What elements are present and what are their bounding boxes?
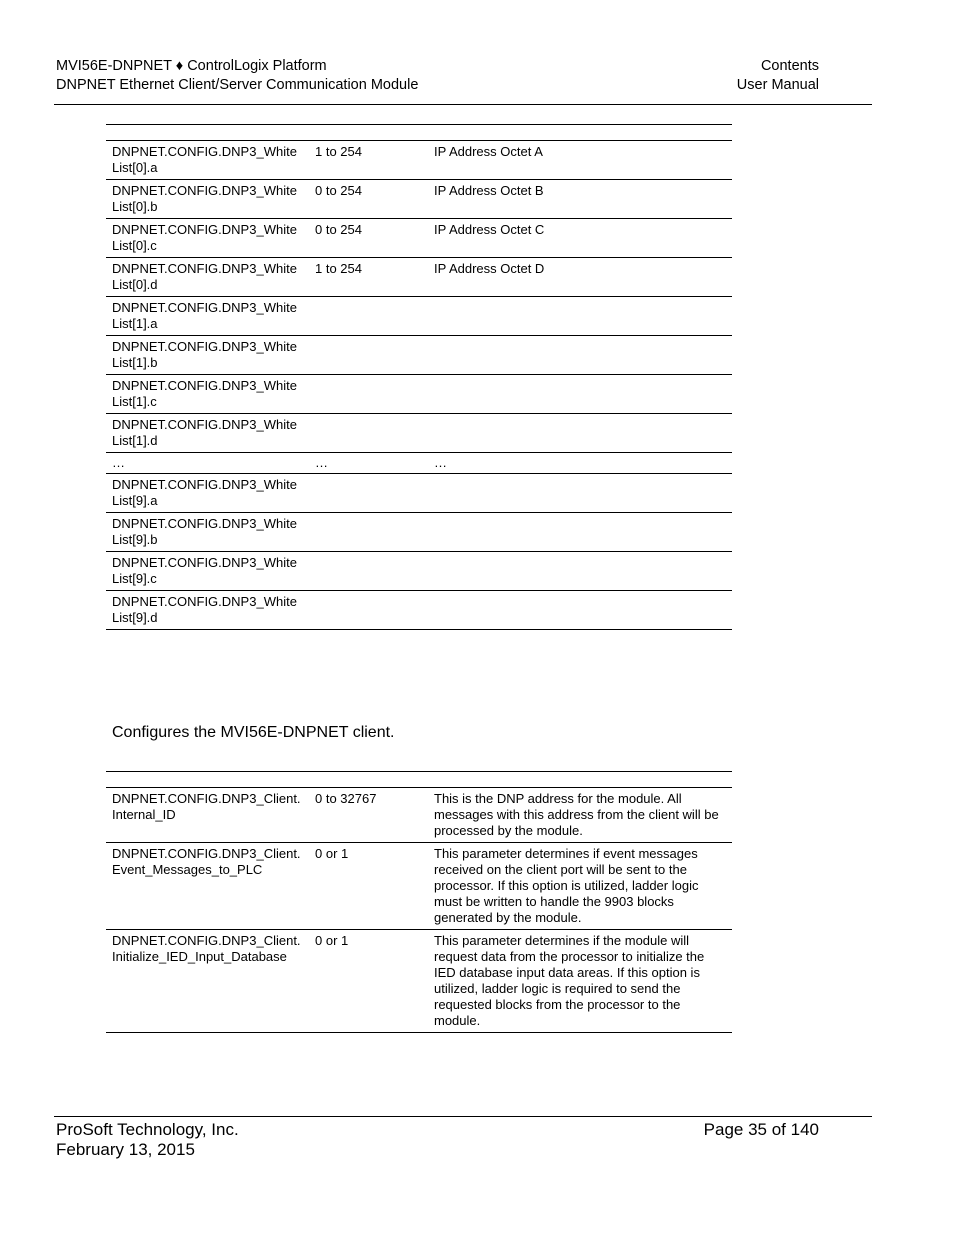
param-range-cell bbox=[309, 513, 428, 552]
table-row bbox=[106, 552, 732, 591]
footer-page-number: Page 35 of 140 bbox=[703, 1120, 819, 1139]
param-tag-cell: DNPNET.CONFIG.DNP3_WhiteList[9].c bbox=[106, 552, 309, 591]
param-range-cell bbox=[309, 552, 428, 591]
table-row bbox=[106, 258, 732, 297]
param-range-cell: 0 to 254 bbox=[309, 180, 428, 219]
param-description-cell bbox=[428, 336, 732, 375]
header-module-name: DNPNET Ethernet Client/Server Communication Module bbox=[56, 77, 419, 93]
table-header-row bbox=[106, 772, 732, 788]
footer-rule bbox=[54, 1116, 872, 1117]
header-product-line: MVI56E-DNPNET ♦ ControlLogix Platform bbox=[56, 58, 327, 74]
param-range-cell bbox=[309, 297, 428, 336]
param-range-cell bbox=[309, 474, 428, 513]
param-tag-cell: DNPNET.CONFIG.DNP3_WhiteList[9].b bbox=[106, 513, 309, 552]
param-tag-cell: DNPNET.CONFIG.DNP3_WhiteList[0].c bbox=[106, 219, 309, 258]
param-range-cell bbox=[309, 591, 428, 630]
param-description-cell: IP Address Octet A bbox=[428, 141, 732, 180]
running-header-right bbox=[737, 57, 819, 95]
whitelist-parameter-table bbox=[106, 124, 732, 630]
client-parameter-table bbox=[106, 771, 732, 1033]
param-range-cell: 1 to 254 bbox=[309, 141, 428, 180]
param-range-cell: 0 to 32767 bbox=[309, 788, 428, 843]
table-row bbox=[106, 375, 732, 414]
running-header-left bbox=[56, 57, 418, 95]
param-description-cell bbox=[428, 552, 732, 591]
header-rule bbox=[54, 104, 872, 105]
param-range-cell: … bbox=[309, 453, 428, 474]
param-tag-cell: DNPNET.CONFIG.DNP3_WhiteList[9].d bbox=[106, 591, 309, 630]
param-description-cell bbox=[428, 513, 732, 552]
table-row bbox=[106, 513, 732, 552]
param-tag-cell: DNPNET.CONFIG.DNP3_WhiteList[1].b bbox=[106, 336, 309, 375]
param-tag-cell: DNPNET.CONFIG.DNP3_Client.Internal_ID bbox=[106, 788, 309, 843]
param-description-cell: IP Address Octet D bbox=[428, 258, 732, 297]
param-tag-cell: DNPNET.CONFIG.DNP3_Client.Event_Messages_to_PLC bbox=[106, 843, 309, 930]
param-range-cell: 0 or 1 bbox=[309, 930, 428, 1033]
table-row bbox=[106, 930, 732, 1033]
table-row bbox=[106, 336, 732, 375]
header-doc-type: User Manual bbox=[736, 77, 819, 93]
param-range-cell bbox=[309, 375, 428, 414]
table-row bbox=[106, 141, 732, 180]
footer-left bbox=[56, 1120, 239, 1160]
param-tag-cell: DNPNET.CONFIG.DNP3_WhiteList[0].b bbox=[106, 180, 309, 219]
param-description-cell: This is the DNP address for the module. All messages with this address from the client will be processed by the module. bbox=[428, 788, 732, 843]
param-range-cell: 1 to 254 bbox=[309, 258, 428, 297]
param-description-cell bbox=[428, 375, 732, 414]
table-header-row bbox=[106, 125, 732, 141]
table-row bbox=[106, 180, 732, 219]
param-description-cell: This parameter determines if event messages received on the client port will be sent to the processor. If this option is utilized, ladder logic must be written to handle the 9903 blocks generated by the module. bbox=[428, 843, 732, 930]
table-row bbox=[106, 474, 732, 513]
table-row bbox=[106, 219, 732, 258]
param-tag-cell: DNPNET.CONFIG.DNP3_WhiteList[1].a bbox=[106, 297, 309, 336]
table-row bbox=[106, 591, 732, 630]
footer-company: ProSoft Technology, Inc. bbox=[56, 1120, 239, 1139]
param-tag-cell: … bbox=[106, 453, 309, 474]
param-tag-cell: DNPNET.CONFIG.DNP3_Client.Initialize_IED_Input_Database bbox=[106, 930, 309, 1033]
table-row bbox=[106, 453, 732, 474]
param-tag-cell: DNPNET.CONFIG.DNP3_WhiteList[9].a bbox=[106, 474, 309, 513]
param-description-cell: … bbox=[428, 453, 732, 474]
header-section: Contents bbox=[760, 58, 819, 74]
param-range-cell bbox=[309, 336, 428, 375]
table-row bbox=[106, 843, 732, 930]
footer-date: February 13, 2015 bbox=[56, 1140, 195, 1159]
param-range-cell: 0 or 1 bbox=[309, 843, 428, 930]
param-description-cell: IP Address Octet B bbox=[428, 180, 732, 219]
param-range-cell bbox=[309, 414, 428, 453]
param-description-cell bbox=[428, 591, 732, 630]
param-description-cell: IP Address Octet C bbox=[428, 219, 732, 258]
param-description-cell bbox=[428, 297, 732, 336]
param-description-cell: This parameter determines if the module will request data from the processor to initialize the IED database input data areas. If this option is utilized, ladder logic is required to send the requested blocks from the processor to the module. bbox=[428, 930, 732, 1033]
table-row bbox=[106, 788, 732, 843]
param-tag-cell: DNPNET.CONFIG.DNP3_WhiteList[0].a bbox=[106, 141, 309, 180]
param-description-cell bbox=[428, 414, 732, 453]
table-row bbox=[106, 297, 732, 336]
param-range-cell: 0 to 254 bbox=[309, 219, 428, 258]
param-tag-cell: DNPNET.CONFIG.DNP3_WhiteList[1].c bbox=[106, 375, 309, 414]
param-tag-cell: DNPNET.CONFIG.DNP3_WhiteList[1].d bbox=[106, 414, 309, 453]
client-section-intro: Configures the MVI56E-DNPNET client. bbox=[112, 724, 395, 741]
param-description-cell bbox=[428, 474, 732, 513]
table-row bbox=[106, 414, 732, 453]
param-tag-cell: DNPNET.CONFIG.DNP3_WhiteList[0].d bbox=[106, 258, 309, 297]
